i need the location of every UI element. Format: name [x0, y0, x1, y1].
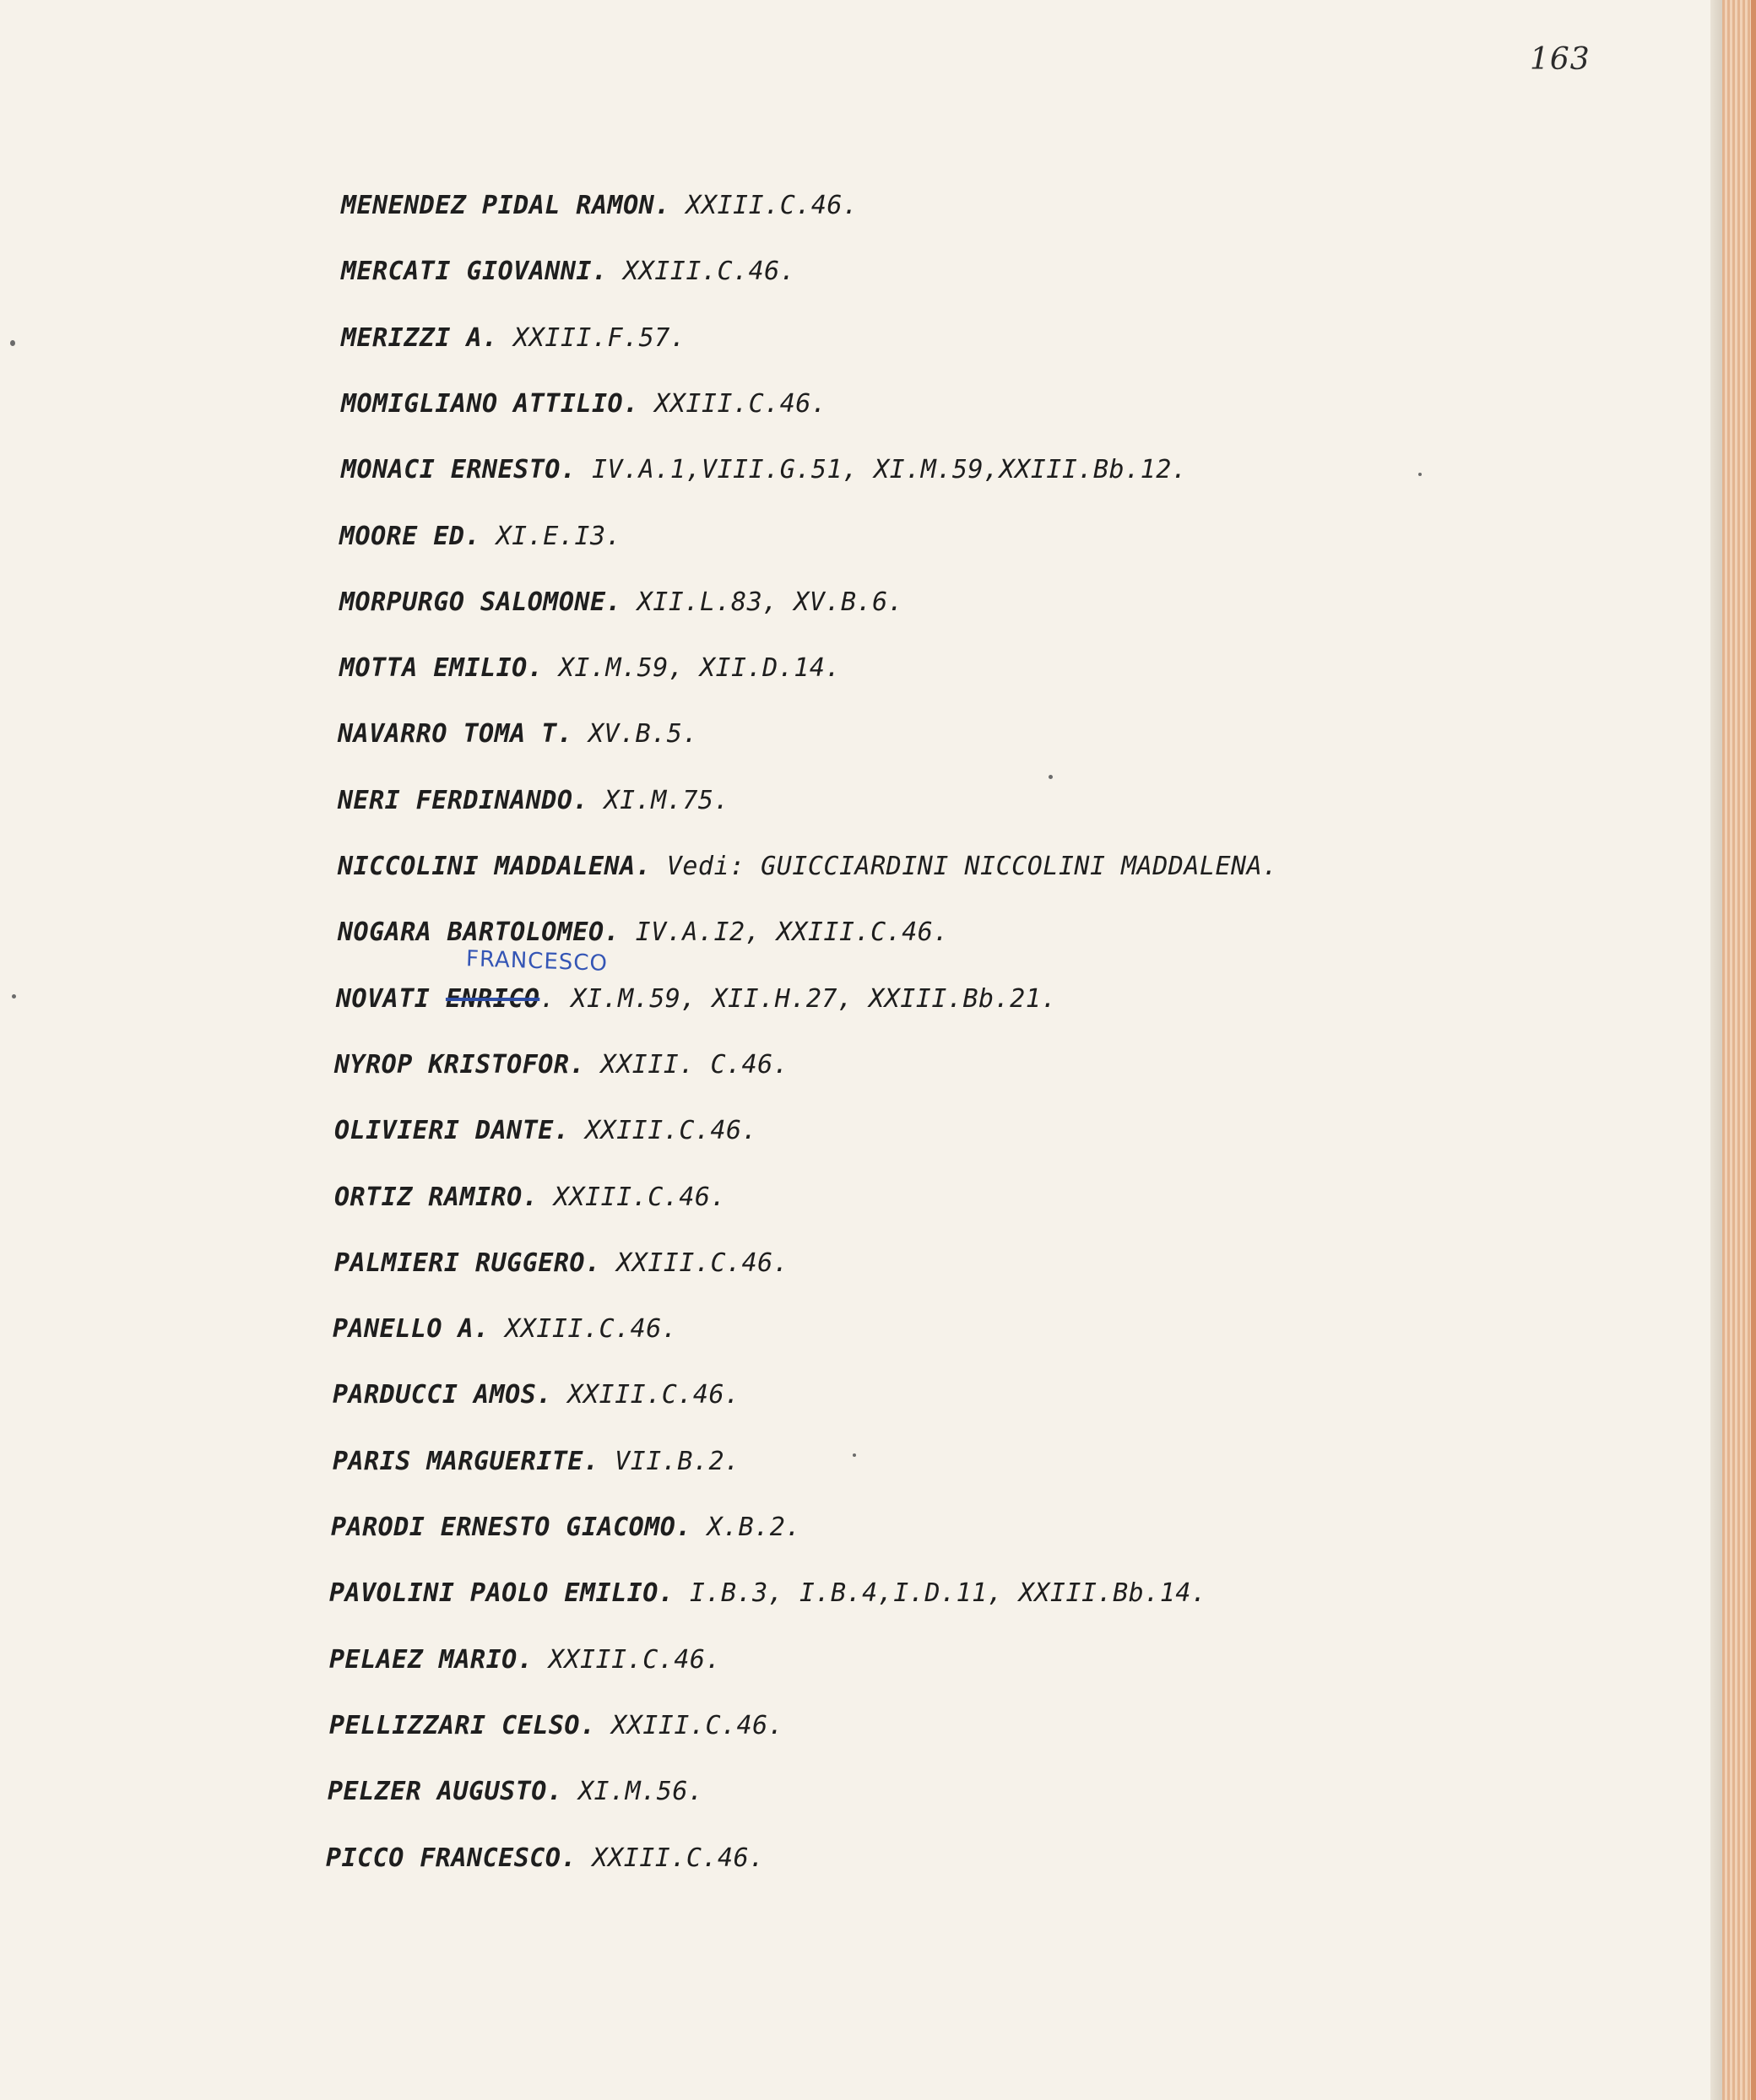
entry-references: XV.B.5. — [572, 719, 698, 749]
entry-name: MONACI ERNESTO. — [341, 455, 577, 484]
index-entry — [334, 1248, 789, 1279]
index-entry — [336, 984, 1057, 1015]
entry-name: NOGARA BARTOLOMEO. — [338, 917, 621, 947]
entry-references: XXIII.C.46. — [551, 1380, 740, 1410]
index-entry — [333, 1314, 677, 1345]
entry-name: PARDUCCI AMOS. — [333, 1380, 552, 1410]
entry-name: NERI FERDINANDO. — [338, 786, 588, 815]
entry-name: PARIS MARGUERITE. — [333, 1447, 599, 1476]
entry-references: IV.A.I2, XXIII.C.46. — [620, 917, 949, 947]
entry-references: XI.M.56. — [562, 1777, 704, 1806]
entry-name: OLIVIERI DANTE. — [334, 1116, 570, 1145]
entry-name: MORPURGO SALOMONE. — [339, 587, 622, 617]
entry-references: VII.B.2. — [599, 1447, 740, 1476]
entry-name: MENENDEZ PIDAL RAMON. — [341, 191, 670, 220]
entry-name: MOTTA EMILIO. — [339, 653, 544, 683]
entry-references: XXIII.C.46. — [538, 1183, 727, 1212]
entry-references: Vedi: GUICCIARDINI NICCOLINI MADDALENA. — [651, 852, 1278, 881]
index-entry — [338, 917, 949, 948]
index-entry — [341, 323, 686, 354]
entry-references: XXIII.C.46. — [595, 1711, 784, 1740]
handwritten-correction: FRANCESCO — [465, 946, 609, 977]
paper-speck — [10, 340, 15, 346]
index-entry — [326, 1843, 765, 1874]
index-entry — [341, 455, 1187, 485]
index-entry — [329, 1578, 1206, 1609]
index-entry — [341, 257, 795, 287]
entry-name: MOORE ED. — [339, 522, 481, 551]
paper-speck — [1049, 775, 1053, 779]
entry-references: . XI.M.59, XII.H.27, XXIII.Bb.21. — [539, 984, 1057, 1014]
entry-references: XXIII.C.46. — [576, 1843, 765, 1873]
entry-references: I.B.3, I.B.4,I.D.11, XXIII.Bb.14. — [674, 1578, 1207, 1608]
index-entry — [331, 1513, 801, 1543]
entry-name: NICCOLINI MADDALENA. — [338, 852, 652, 881]
entry-references: XXIII. C.46. — [584, 1050, 789, 1080]
entry-name: PANELLO A. — [333, 1314, 490, 1344]
index-entry — [338, 719, 698, 750]
entry-name: PARODI ERNESTO GIACOMO. — [331, 1513, 691, 1542]
entry-name: MERCATI GIOVANNI. — [341, 257, 608, 286]
entry-name: ORTIZ RAMIRO. — [334, 1183, 539, 1212]
entry-references: X.B.2. — [691, 1513, 801, 1542]
index-entry — [338, 786, 729, 816]
entry-references: XXIII.C.46. — [533, 1645, 722, 1675]
entry-references: XXIII.C.46. — [600, 1248, 789, 1278]
entry-references: XXIII.C.46. — [638, 389, 827, 419]
paper-speck — [853, 1453, 856, 1457]
entry-references: XXIII.C.46. — [569, 1116, 758, 1145]
entry-name: NOVATI — [336, 984, 446, 1014]
entry-name: MERIZZI A. — [341, 323, 498, 353]
index-entry — [339, 587, 903, 618]
index-entry — [334, 1183, 726, 1213]
index-entry — [334, 1116, 757, 1146]
index-entry — [339, 653, 841, 684]
entry-references: XXIII.C.46. — [607, 257, 796, 286]
paper-speck — [1418, 473, 1422, 476]
entry-references: XI.M.59, XII.D.14. — [543, 653, 841, 683]
index-entry — [341, 389, 827, 419]
entry-references: XI.E.I3. — [480, 522, 622, 551]
index-entry — [338, 852, 1278, 882]
entry-name: PELLIZZARI CELSO. — [329, 1711, 596, 1740]
index-entry — [333, 1447, 740, 1477]
entry-name: PELZER AUGUSTO. — [328, 1777, 563, 1806]
paper-speck — [12, 994, 16, 999]
index-entry — [329, 1645, 721, 1675]
entry-name: PICCO FRANCESCO. — [326, 1843, 577, 1873]
entry-name: PAVOLINI PAOLO EMILIO. — [329, 1578, 675, 1608]
page-number: 163 — [1530, 42, 1591, 77]
index-entry — [329, 1711, 783, 1741]
struck-through-name: ENRICO — [445, 984, 540, 1014]
entry-references: XII.L.83, XV.B.6. — [621, 587, 904, 617]
index-entry — [341, 191, 859, 221]
index-entry — [328, 1777, 704, 1807]
entry-references: XXIII.C.46. — [489, 1314, 678, 1344]
entry-references: XI.M.75. — [588, 786, 730, 815]
entry-name: NYROP KRISTOFOR. — [334, 1050, 585, 1080]
entry-name: NAVARRO TOMA T. — [338, 719, 573, 749]
entry-references: XXIII.C.46. — [669, 191, 859, 220]
entry-name: PALMIERI RUGGERO. — [334, 1248, 601, 1278]
entry-name: PELAEZ MARIO. — [329, 1645, 534, 1675]
entry-references: IV.A.1,VIII.G.51, XI.M.59,XXIII.Bb.12. — [576, 455, 1188, 484]
entry-name: MOMIGLIANO ATTILIO. — [341, 389, 639, 419]
index-entry — [339, 522, 621, 552]
index-entry — [333, 1380, 740, 1410]
index-entry — [334, 1050, 789, 1080]
entry-references: XXIII.F.57. — [497, 323, 686, 353]
